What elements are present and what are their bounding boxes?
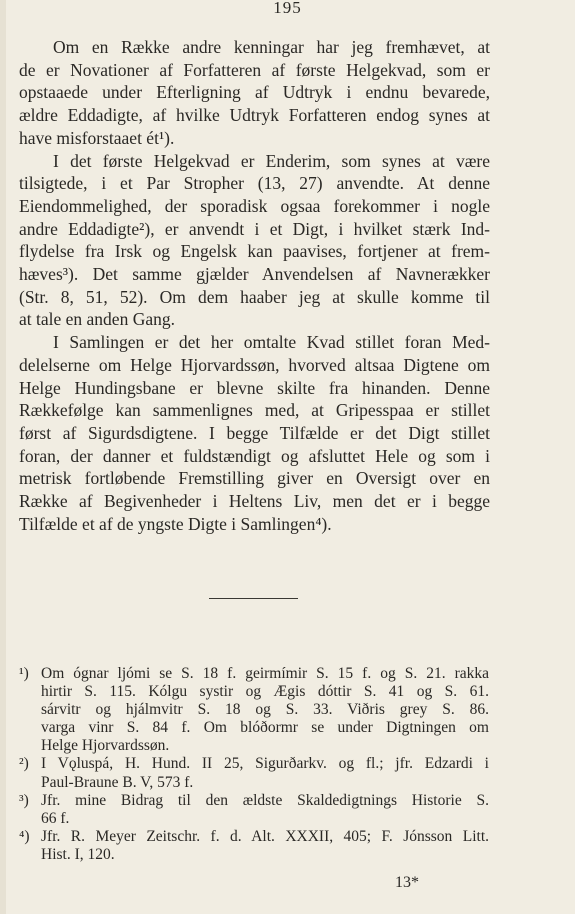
footnote-mark: ³) [19, 791, 29, 809]
text-line: metrisk fortløbende Fremstilling giver en Oversigt over en [19, 468, 490, 489]
text-line: Rækkefølge kan sammenlignes med, at Gripesspaa er stillet [19, 400, 490, 421]
footnote-mark: ²) [19, 755, 29, 773]
footnote-line: Paul-Braune B. V, 573 f. [41, 773, 194, 791]
page-number: 195 [273, 0, 302, 17]
text-line: have misforstaaet ét¹). [19, 127, 175, 148]
text-line: først af Sigurdsdigtene. I begge Tilfælde er det Digt stillet [19, 422, 490, 443]
footnote-4 [19, 828, 489, 864]
text-line: Eiendommelighed, der sporadisk ogsaa forekommer i nogle [19, 195, 490, 216]
text-line: Helge Hundingsbane er blevne skilte fra hinanden. Denne [19, 377, 490, 398]
footnotes [19, 665, 489, 864]
footnote-line: Jfr. mine Bidrag til den ældste Skaldedigtnings Historie S. [41, 791, 489, 809]
paragraph-3 [19, 331, 490, 535]
main-text [19, 36, 490, 535]
footnote-text [41, 755, 489, 791]
text-line: de er Novationer af Forfatteren af første Helgekvad, som er [19, 59, 490, 80]
text-line: delelserne om Helge Hjorvardssøn, hvorved altsaa Digtene om [19, 354, 490, 375]
footnote-line: Om ógnar ljómi se S. 18 f. geirmímir S. 15 f. og S. 21. rakka [41, 665, 489, 682]
footnote-text [41, 828, 489, 864]
text-line: andre Eddadigte²), er anvendt i et Digt, i hvilket stærk Ind- [19, 218, 490, 239]
text-line: I det første Helgekvad er Enderim, som synes at være [53, 150, 490, 171]
footnote-text [41, 792, 489, 828]
footnote-mark: ¹) [19, 665, 29, 682]
text-line: opstaaede under Efterligning af Udtryk i endnu bevarede, [19, 82, 490, 103]
footnote-mark: ⁴) [19, 827, 30, 845]
text-line: Række af Begivenheder i Heltens Liv, men det er i begge [19, 491, 490, 512]
text-line: Tilfælde et af de yngste Digte i Samlingen⁴). [19, 513, 332, 534]
footnote-line: Hist. I, 120. [41, 845, 115, 863]
footnote-2 [19, 755, 489, 791]
text-line: I Samlingen er det her omtalte Kvad stillet foran Med- [53, 332, 490, 353]
footnote-text [41, 665, 489, 755]
page-edge [0, 0, 6, 914]
footnote-line: sárvitr og hjálmvitr S. 18 og S. 33. Viðris grey S. 86. [41, 701, 489, 719]
text-line: foran, der danner et fuldstændigt og afsluttet Hele og som i [19, 445, 490, 466]
text-line: hæves³). Det samme gjælder Anvendelsen af Navnerækker [19, 264, 490, 285]
footnote-3 [19, 792, 489, 828]
text-line: (Str. 8, 51, 52). Om dem haaber jeg at skulle komme til [19, 286, 490, 307]
text-line: flydelse fra Irsk og Engelsk kan paavises, fortjener at frem- [19, 241, 490, 262]
text-line: Om en Række andre kenningar har jeg fremhævet, at [53, 37, 490, 57]
footnote-line: hirtir S. 115. Kólgu systir og Ægis dóttir S. 41 og S. 61. [41, 683, 489, 701]
footnote-separator [209, 598, 298, 599]
text-line: at tale en anden Gang. [19, 309, 175, 330]
text-line: ældre Eddadigte, af hvilke Udtryk Forfatteren endog synes at [19, 105, 490, 126]
footnote-line: I Vǫluspá, H. Hund. II 25, Sigurðarkv. og fl.; jfr. Edzardi i [41, 755, 489, 773]
footnote-line: Jfr. R. Meyer Zeitschr. f. d. Alt. XXXII, 405; F. Jónsson Litt. [41, 827, 489, 845]
footnote-line: 66 f. [41, 809, 70, 827]
paragraph-1 [19, 36, 490, 150]
paragraph-2 [19, 150, 490, 332]
signature-mark: 13* [395, 874, 419, 891]
footnote-1 [19, 665, 489, 755]
text-line: tilsigtede, i et Par Stropher (13, 27) anvendte. At denne [19, 173, 490, 194]
footnote-line: Helge Hjorvardssøn. [41, 737, 170, 755]
footnote-line: varga vinr S. 84 f. Om blóðormr se under Digtningen om [41, 719, 489, 737]
